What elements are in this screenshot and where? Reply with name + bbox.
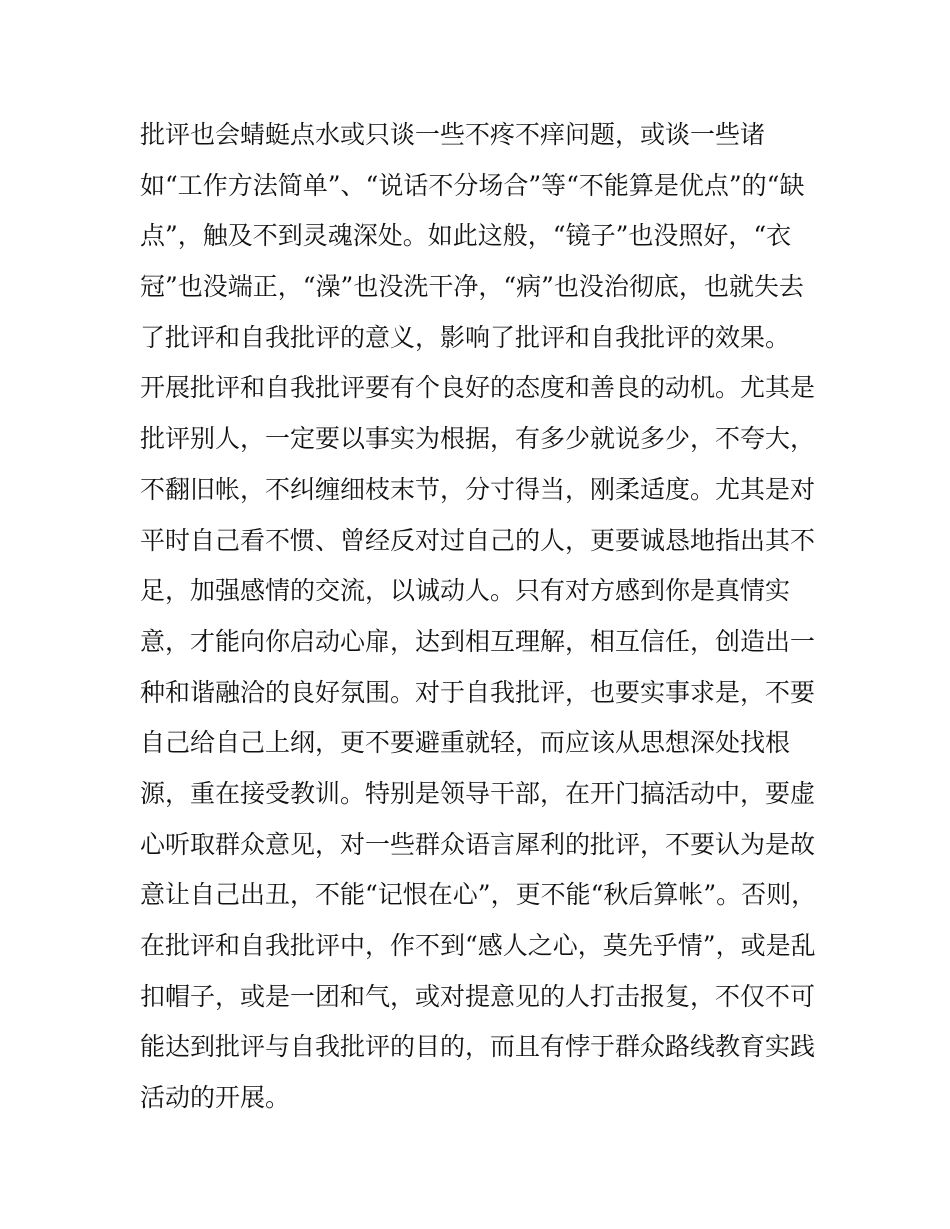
- text-line: 开展批评和自我批评要有个良好的态度和善良的动机。尤其是: [140, 373, 816, 403]
- text-line: 扣帽子，或是一团和气，或对提意见的人打击报复，不仅不可: [140, 981, 816, 1011]
- text-line: 批评也会蜻蜓点水或只谈一些不疼不痒问题，或谈一些诸: [140, 120, 766, 149]
- text-line: 能达到批评与自我批评的目的，而且有悖于群众路线教育实践: [140, 1032, 816, 1062]
- text-line: 点”，触及不到灵魂深处。如此这般，“镜子”也没照好，“衣: [140, 221, 792, 251]
- text-line: 足，加强感情的交流，以诚动人。只有对方感到你是真情实: [140, 576, 791, 606]
- text-line: 在批评和自我批评中，作不到“感人之心，莫先乎情”，或是乱: [140, 931, 816, 960]
- text-line: 种和谐融洽的良好氛围。对于自我批评，也要实事求是，不要: [140, 677, 816, 707]
- text-line: 自己给自己上纲，更不要避重就轻，而应该从思想深处找根: [140, 728, 791, 758]
- text-line: 意让自己出丑，不能“记恨在心”，更不能“秋后算帐”。否则，: [140, 880, 817, 910]
- body-text: [140, 110, 830, 1124]
- text-line: 心听取群众意见，对一些群众语言犀利的批评，不要认为是故: [140, 829, 816, 859]
- text-line: 源，重在接受教训。特别是领导干部，在开门搞活动中，要虚: [140, 778, 816, 808]
- text-line: 了批评和自我批评的意义，影响了批评和自我批评的效果。: [140, 322, 791, 352]
- text-line: 批评别人，一定要以事实为根据，有多少就说多少，不夸大，: [140, 424, 816, 454]
- text-line: 平时自己看不惯、曾经反对过自己的人，更要诚恳地指出其不: [140, 525, 816, 555]
- text-line: 冠”也没端正，“澡”也没洗干净，“病”也没治彻底，也就失去: [140, 272, 804, 302]
- text-line: 活动的开展。: [140, 1083, 291, 1113]
- text-line: 意，才能向你启动心扉，达到相互理解，相互信任，创造出一: [140, 626, 816, 656]
- text-line: 如“工作方法简单”、“说话不分场合”等“不能算是优点”的“缺: [140, 170, 805, 200]
- text-line: 不翻旧帐，不纠缠细枝末节，分寸得当，刚柔适度。尤其是对: [140, 474, 816, 504]
